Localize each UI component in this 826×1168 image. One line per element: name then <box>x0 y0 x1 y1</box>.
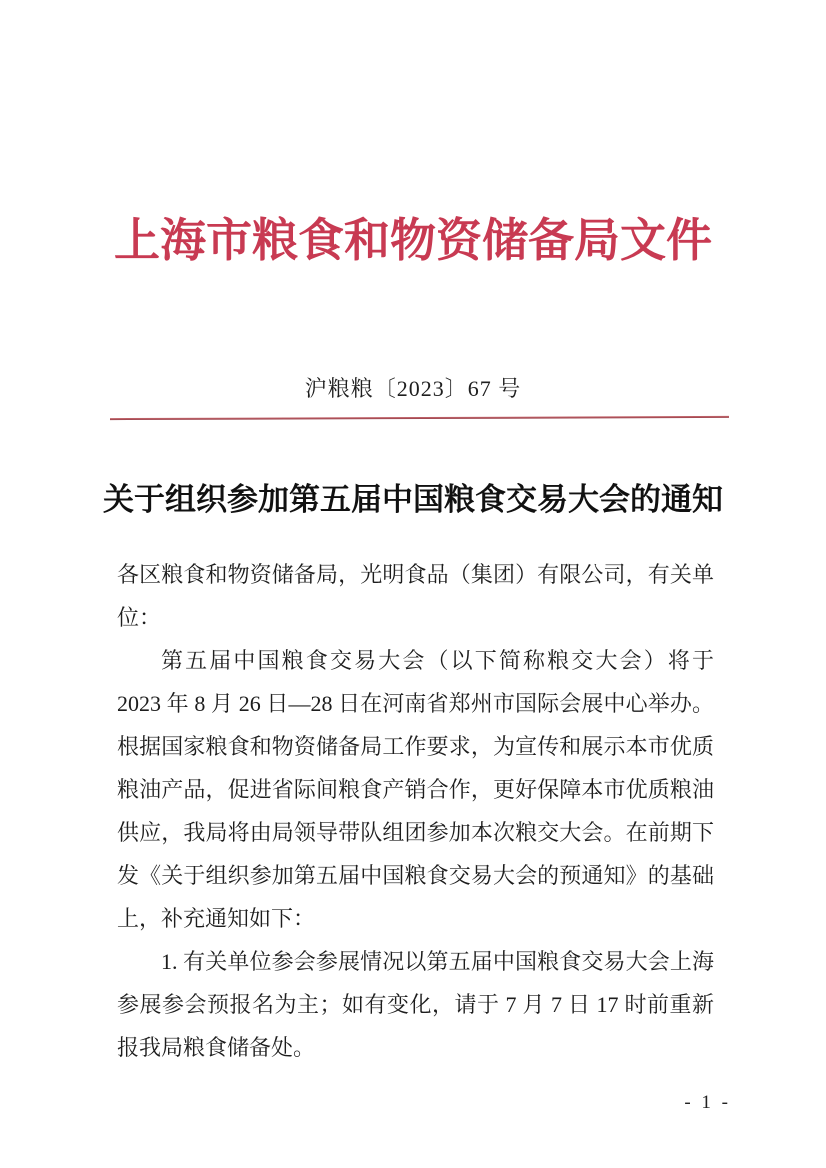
body-paragraph: 1. 有关单位参会参展情况以第五届中国粮食交易大会上海参展参会预报名为主；如有变化，请于 7 月 7 日 17 时前重新报我局粮食储备处。 <box>117 949 714 1060</box>
body-paragraph: 第五届中国粮食交易大会（以下简称粮交大会）将于 2023 年 8 月 26 日—28 日在河南省郑州市国际会展中心举办。根据国家粮食和物资储备局工作要求，为宣传和展示本市优质粮油产品，促进省际间粮食产销合作，更好保障本市优质粮油供应，我局将由局领导带队组团参加本次粮交大会。在前期下发《关于组织参加第五届中国粮食交易大会的预通知》的基础上，补充通知如下： <box>117 648 714 931</box>
page-number: - 1 - <box>684 1092 731 1113</box>
salutation-line: 各区粮食和物资储备局，光明食品（集团）有限公司，有关单位： <box>117 562 714 630</box>
document-reference-number: 沪粮粮〔2023〕67 号 <box>304 376 522 401</box>
letterhead-title: 上海市粮食和物资储备局文件 <box>114 215 712 266</box>
red-divider-line <box>110 416 729 420</box>
document-body <box>117 553 714 1069</box>
document-title: 关于组织参加第五届中国粮食交易大会的通知 <box>103 482 723 517</box>
